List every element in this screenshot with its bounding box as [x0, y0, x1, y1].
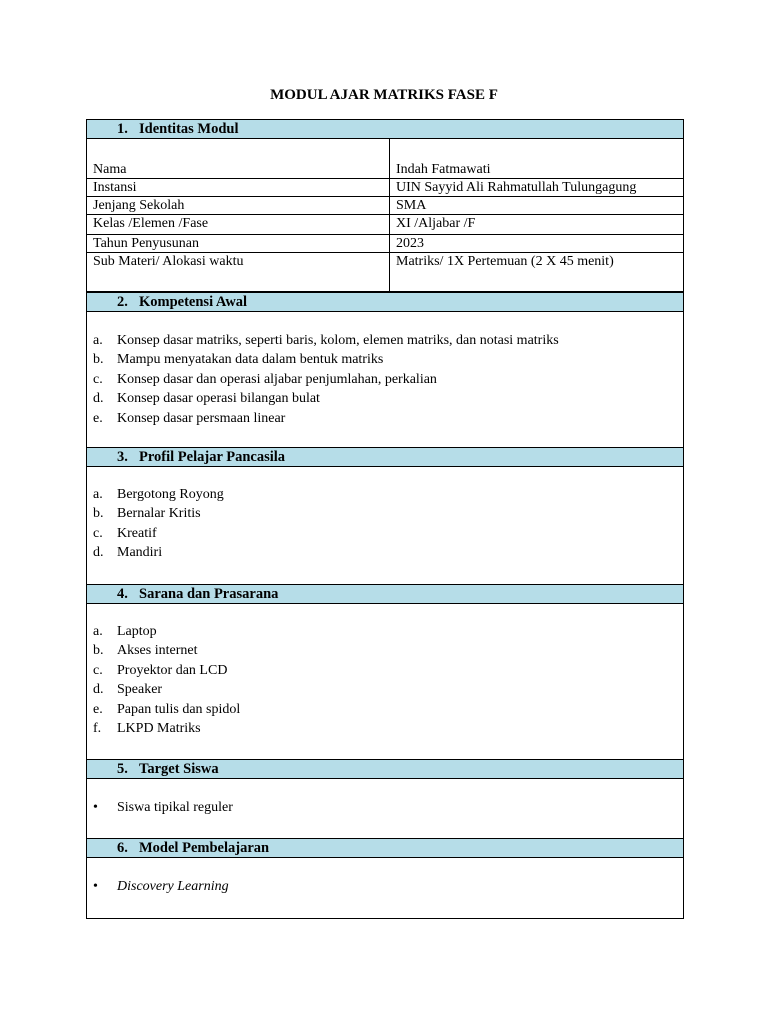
list-item	[93, 700, 240, 719]
row-label: Tahun Penyusunan	[87, 234, 390, 252]
section-heading	[87, 585, 683, 604]
list-marker: e.	[93, 701, 103, 717]
section-title: Model Pembelajaran	[139, 840, 270, 856]
section-title: Identitas Modul	[139, 121, 239, 137]
list-text: Akses internet	[117, 643, 198, 659]
table-row	[87, 234, 683, 252]
list-marker: d.	[93, 682, 104, 698]
list-text: Proyektor dan LCD	[117, 662, 228, 678]
list-text: Bernalar Kritis	[117, 506, 201, 522]
list-marker: a.	[93, 487, 103, 502]
row-label: Jenjang Sekolah	[87, 196, 390, 214]
list-marker: c.	[93, 525, 103, 541]
section-sarana	[86, 584, 684, 760]
list-item	[93, 370, 559, 389]
section-body	[87, 467, 683, 585]
list-text: Speaker	[117, 682, 163, 698]
row-label: Nama	[87, 139, 390, 178]
section-heading	[87, 448, 683, 467]
section-identitas	[86, 119, 684, 292]
list-text: Konsep dasar matriks, seperti baris, kolom, elemen matriks, dan notasi matriks	[117, 333, 559, 348]
list-item	[93, 524, 224, 543]
list-marker: d.	[93, 545, 104, 561]
list-item	[93, 409, 559, 428]
item-list	[93, 798, 233, 817]
list-text: Siswa tipikal reguler	[117, 800, 233, 815]
list-text: Papan tulis dan spidol	[117, 701, 241, 717]
section-number: 6.	[117, 840, 128, 856]
section-heading	[87, 839, 683, 858]
list-item	[93, 680, 240, 699]
list-text: Discovery Learning	[117, 879, 229, 894]
item-list	[93, 485, 224, 563]
section-heading	[87, 293, 683, 312]
section-title: Kompetensi Awal	[139, 294, 248, 310]
section-body	[87, 858, 683, 919]
list-text: Konsep dasar persmaan linear	[117, 410, 286, 426]
list-marker: a.	[93, 333, 103, 348]
list-marker: b.	[93, 352, 104, 368]
table-row	[87, 214, 683, 234]
section-body	[87, 779, 683, 840]
list-item	[93, 719, 240, 738]
list-text: Kreatif	[117, 525, 157, 541]
list-marker: b.	[93, 643, 104, 659]
section-heading	[87, 120, 683, 139]
identity-table	[87, 139, 683, 292]
row-value: Matriks/ 1X Pertemuan (2 X 45 menit)	[390, 252, 684, 291]
section-profil	[86, 447, 684, 585]
list-marker: e.	[93, 410, 103, 426]
section-number: 5.	[117, 761, 128, 777]
list-item	[93, 504, 224, 523]
section-target	[86, 759, 684, 840]
section-number: 1.	[117, 121, 128, 137]
list-marker: a.	[93, 624, 103, 639]
section-kompetensi	[86, 292, 684, 448]
list-item	[93, 331, 559, 350]
row-value: Indah Fatmawati	[390, 139, 684, 178]
row-label: Sub Materi/ Alokasi waktu	[87, 252, 390, 291]
document-title: MODUL AJAR MATRIKS FASE F	[270, 87, 498, 103]
list-marker: •	[93, 800, 98, 815]
section-title: Profil Pelajar Pancasila	[139, 449, 286, 465]
item-list	[93, 622, 240, 738]
list-text: Mandiri	[117, 545, 163, 561]
table-row	[87, 252, 683, 291]
table-row	[87, 139, 683, 178]
section-number: 3.	[117, 449, 128, 465]
row-label: Kelas /Elemen /Fase	[87, 214, 390, 234]
section-heading	[87, 760, 683, 779]
list-item	[93, 877, 229, 896]
row-value: SMA	[390, 196, 684, 214]
list-item	[93, 543, 224, 562]
list-item	[93, 485, 224, 504]
row-value: 2023	[390, 234, 684, 252]
section-number: 4.	[117, 586, 128, 602]
table-row	[87, 196, 683, 214]
row-label: Instansi	[87, 178, 390, 196]
list-text: Bergotong Royong	[117, 487, 224, 502]
list-text: LKPD Matriks	[117, 720, 201, 736]
row-value: XI /Aljabar /F	[390, 214, 684, 234]
list-item	[93, 661, 240, 680]
list-marker: f.	[93, 720, 102, 736]
list-text: Konsep dasar operasi bilangan bulat	[117, 391, 320, 407]
list-item	[93, 798, 233, 817]
list-marker: •	[93, 879, 98, 894]
list-text: Laptop	[117, 624, 157, 639]
list-text: Mampu menyatakan data dalam bentuk matriks	[117, 352, 384, 368]
row-value: UIN Sayyid Ali Rahmatullah Tulungagung	[390, 178, 684, 196]
table-row	[87, 178, 683, 196]
list-marker: c.	[93, 371, 103, 387]
item-list	[93, 331, 559, 428]
item-list	[93, 877, 229, 896]
list-item	[93, 389, 559, 408]
list-marker: c.	[93, 662, 103, 678]
list-item	[93, 622, 240, 641]
section-number: 2.	[117, 294, 128, 310]
section-model	[86, 838, 684, 919]
list-marker: d.	[93, 391, 104, 407]
list-item	[93, 641, 240, 660]
section-body	[87, 604, 683, 760]
list-item	[93, 350, 559, 369]
list-text: Konsep dasar dan operasi aljabar penjumlahan, perkalian	[117, 371, 437, 387]
list-marker: b.	[93, 506, 104, 522]
section-title: Target Siswa	[139, 761, 219, 777]
section-body	[87, 312, 683, 448]
section-title: Sarana dan Prasarana	[139, 586, 279, 602]
